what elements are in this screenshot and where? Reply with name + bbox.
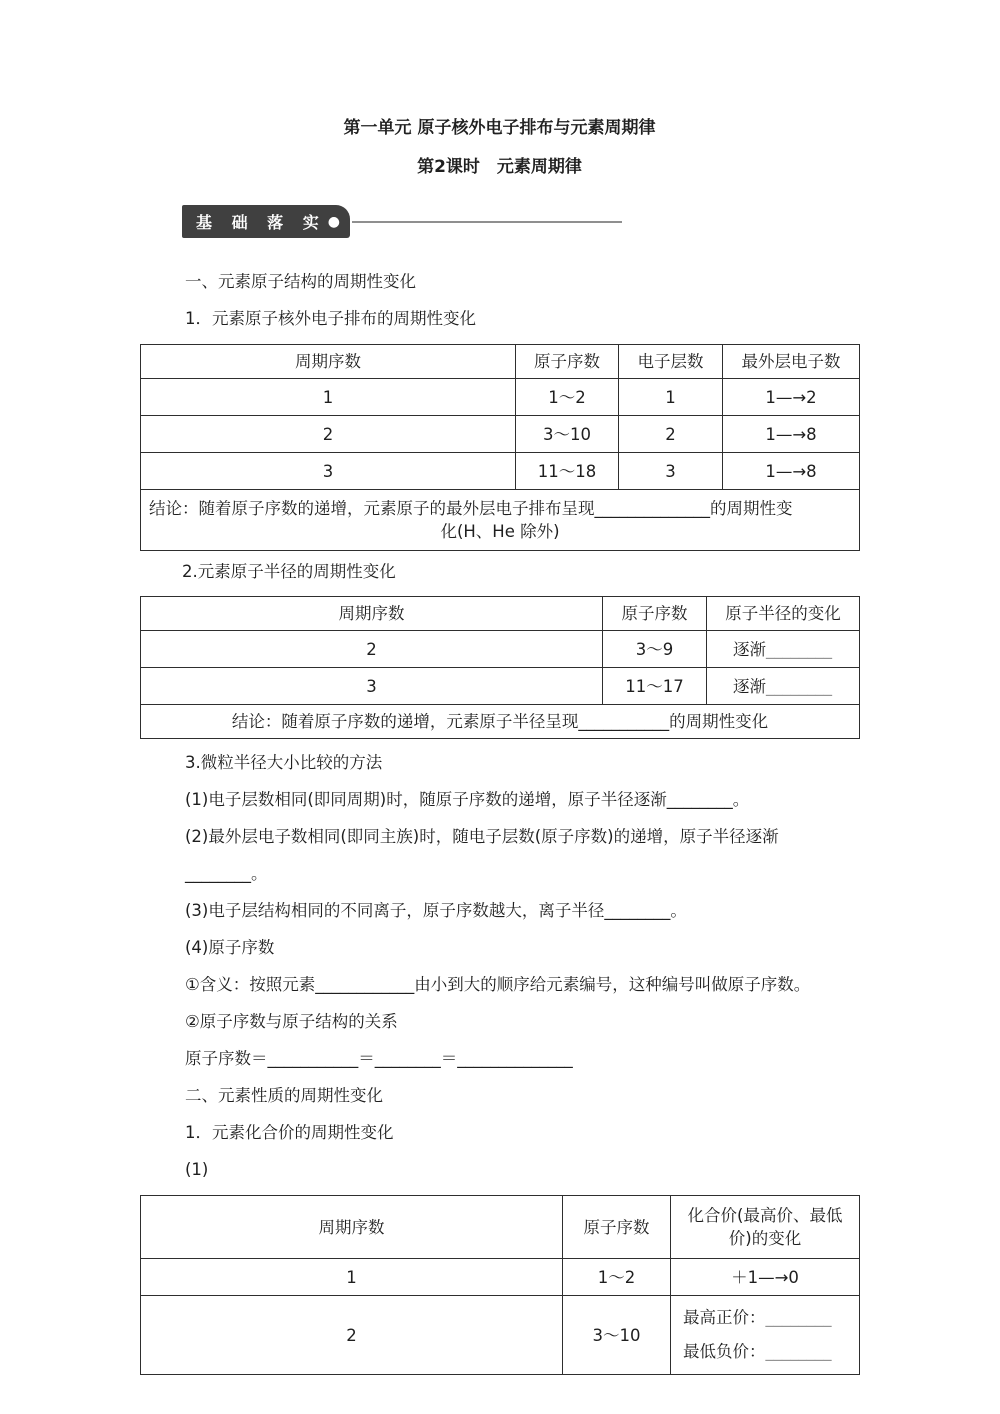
fill-in-blank: ________ <box>765 1308 832 1327</box>
table-row <box>141 1296 860 1375</box>
table-row <box>141 1196 860 1259</box>
table3-header-period: 周期序数 <box>141 1196 563 1259</box>
table1-cell: 11～18 <box>516 453 619 490</box>
table1-cell: 2 <box>141 416 516 453</box>
section2-item1: 1．元素化合价的周期性变化 <box>185 1123 394 1142</box>
lowest-valence-line <box>683 1335 855 1369</box>
table-row <box>141 453 860 490</box>
table1-cell: 3～10 <box>516 416 619 453</box>
table3-cell: 2 <box>141 1296 563 1375</box>
table3-header-atomic-number: 原子序数 <box>563 1196 671 1259</box>
worksheet-page <box>140 116 859 1385</box>
section2-heading: 二、元素性质的周期性变化 <box>185 1086 383 1105</box>
valence-table <box>140 1195 860 1375</box>
table3-cell: 3～10 <box>563 1296 671 1375</box>
point-6-relation: ②原子序数与原子结构的关系 <box>185 1012 398 1031</box>
table1-conclusion-line2: 化(H、He 除外) <box>440 522 560 541</box>
table3-cell: 1～2 <box>563 1259 671 1296</box>
point-3: (3)电子层结构相同的不同离子，原子序数越大，离子半径________。 <box>185 901 687 920</box>
table1-header-shells: 电子层数 <box>619 345 723 379</box>
point-5-definition: ①含义：按照元素____________由小到大的顺序给元素编号，这种编号叫做原子序数。 <box>185 975 811 994</box>
fill-in-blank: ________ <box>766 676 832 696</box>
table1-cell: 1—→2 <box>723 379 860 416</box>
radius-change-text: 逐渐 <box>733 639 766 659</box>
highest-valence-label: 最高正价： <box>683 1308 766 1327</box>
table1-cell: 1 <box>141 379 516 416</box>
table1-cell: 3 <box>141 453 516 490</box>
table2-conclusion-cell: 结论：随着原子序数的递增，元素原子半径呈现___________的周期性变化 <box>141 705 860 739</box>
table3-cell: 1 <box>141 1259 563 1296</box>
table1-header-outer-electrons: 最外层电子数 <box>723 345 860 379</box>
table2-cell: 2 <box>141 631 603 668</box>
table2-header-period: 周期序数 <box>141 597 603 631</box>
page-title: 第一单元 原子核外电子排布与元素周期律 <box>343 118 656 138</box>
atomic-number-equation: 原子序数＝___________＝________＝______________ <box>185 1049 573 1068</box>
point-2: (2)最外层电子数相同(即同主族)时，随电子层数(原子序数)的递增，原子半径逐渐 <box>185 827 779 846</box>
table2-cell <box>707 631 860 668</box>
section-badge-row <box>182 205 859 238</box>
table1-header-atomic-number: 原子序数 <box>516 345 619 379</box>
section1-item2: 2.元素原子半径的周期性变化 <box>182 562 396 581</box>
page-subtitle: 第2课时 元素周期律 <box>417 157 582 177</box>
fill-in-blank: ________ <box>766 639 832 659</box>
table-row <box>141 631 860 668</box>
lowest-valence-label: 最低负价： <box>683 1342 766 1361</box>
table3-valence-cell <box>671 1296 860 1375</box>
table-row <box>141 1259 860 1296</box>
table-row <box>141 597 860 631</box>
badge-dot-icon: ● <box>327 213 340 230</box>
radius-change-text: 逐渐 <box>733 676 766 696</box>
section1-item3: 3.微粒半径大小比较的方法 <box>185 753 383 772</box>
table-row <box>141 345 860 379</box>
basics-badge <box>182 205 350 238</box>
table1-conclusion-line1: 结论：随着原子序数的递增，元素原子的最外层电子排布呈现______________的周期性变 <box>149 499 793 518</box>
table-row <box>141 490 860 551</box>
table2-cell: 3 <box>141 668 603 705</box>
basics-badge-label: 基 础 落 实 <box>196 213 326 232</box>
point-1: (1)电子层数相同(即同周期)时，随原子序数的递增，原子半径逐渐________。 <box>185 790 750 809</box>
section1-item1: 1．元素原子核外电子排布的周期性变化 <box>185 309 476 328</box>
table-row <box>141 668 860 705</box>
table-row <box>141 379 860 416</box>
electron-arrangement-table <box>140 344 860 551</box>
table1-cell: 1—→8 <box>723 416 860 453</box>
table-row <box>141 416 860 453</box>
table1-cell: 1 <box>619 379 723 416</box>
table2-header-radius-change: 原子半径的变化 <box>707 597 860 631</box>
table1-cell: 1—→8 <box>723 453 860 490</box>
point-2-continuation: ________。 <box>185 864 268 883</box>
section1-heading: 一、元素原子结构的周期性变化 <box>185 272 416 291</box>
atomic-radius-table <box>140 596 860 739</box>
section2-sublabel: (1) <box>185 1160 209 1179</box>
table2-cell: 11～17 <box>603 668 707 705</box>
table2-cell: 3～9 <box>603 631 707 668</box>
table1-cell: 2 <box>619 416 723 453</box>
badge-rule-line <box>352 221 622 223</box>
table1-cell: 3 <box>619 453 723 490</box>
table3-header-valence: 化合价(最高价、最低价)的变化 <box>671 1196 860 1259</box>
table1-cell: 1～2 <box>516 379 619 416</box>
fill-in-blank: ________ <box>765 1342 832 1361</box>
table1-header-period: 周期序数 <box>141 345 516 379</box>
table3-cell: ＋1—→0 <box>671 1259 860 1296</box>
table2-cell <box>707 668 860 705</box>
table2-header-atomic-number: 原子序数 <box>603 597 707 631</box>
point-4: (4)原子序数 <box>185 938 275 957</box>
table-row <box>141 705 860 739</box>
table1-conclusion-cell <box>141 490 860 551</box>
highest-valence-line <box>683 1301 855 1335</box>
